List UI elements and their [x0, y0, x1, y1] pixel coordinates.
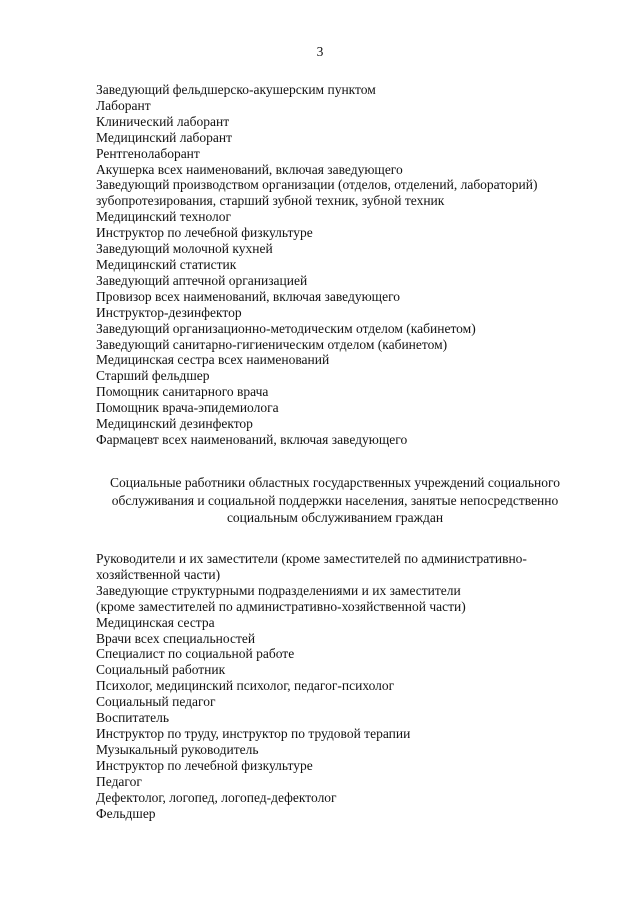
- list-item: Инструктор по лечебной физкультуре: [96, 757, 313, 773]
- list-item: Медицинский технолог: [96, 209, 232, 225]
- list-item: Медицинский дезинфектор: [96, 416, 253, 432]
- section-heading-line: социальным обслуживанием граждан: [226, 510, 444, 525]
- list-item: Медицинская сестра всех наименований: [96, 352, 330, 368]
- list-item: Воспитатель: [96, 710, 170, 726]
- list-item: Фармацевт всех наименований, включая заведующего: [96, 431, 408, 447]
- list-item: зубопротезирования, старший зубной техник, зубной техник: [96, 193, 445, 209]
- list-item: Лаборант: [96, 97, 151, 113]
- list-item: Педагог: [96, 773, 142, 789]
- list-item: Помощник санитарного врача: [96, 384, 269, 400]
- list-item: Заведующий организационно-методическим отделом (кабинетом): [96, 320, 476, 336]
- list-item: Социальный работник: [96, 662, 226, 678]
- list-item: (кроме заместителей по административно-хозяйственной части): [96, 598, 466, 614]
- page-number: 3: [316, 44, 324, 59]
- position-list-medical: [96, 82, 538, 448]
- list-item: Руководители и их заместители (кроме заместителей по административно-: [96, 551, 527, 566]
- list-item: Медицинская сестра: [96, 614, 215, 630]
- list-item: Заведующий фельдшерско-акушерским пунктом: [96, 82, 376, 97]
- list-item: Заведующий молочной кухней: [96, 241, 273, 257]
- list-item: Заведующий производством организации (отделов, отделений, лабораторий): [96, 177, 538, 193]
- list-item: Провизор всех наименований, включая заведующего: [96, 288, 401, 304]
- section-heading-line: обслуживания и социальной поддержки населения, занятые непосредственно: [111, 492, 559, 508]
- list-item: Заведующий санитарно-гигиеническим отделом (кабинетом): [96, 336, 448, 352]
- list-item: Музыкальный руководитель: [96, 741, 259, 757]
- list-item: Психолог, медицинский психолог, педагог-психолог: [96, 678, 395, 694]
- list-item: Клинический лаборант: [96, 113, 230, 129]
- list-item: Заведующие структурными подразделениями и их заместители: [96, 582, 461, 598]
- list-item: Акушерка всех наименований, включая заведующего: [96, 161, 403, 177]
- list-item: Специалист по социальной работе: [96, 646, 295, 662]
- list-item: Социальный педагог: [96, 694, 216, 710]
- list-item: Медицинский лаборант: [96, 129, 232, 145]
- list-item: Врачи всех специальностей: [96, 630, 256, 646]
- position-list-social: [96, 551, 527, 821]
- section-heading-social-workers: [80, 474, 590, 527]
- list-item: Инструктор по лечебной физкультуре: [96, 225, 313, 241]
- list-item: Инструктор-дезинфектор: [96, 304, 242, 320]
- section-heading-line: Социальные работники областных государственных учреждений социального: [110, 475, 560, 490]
- list-item: Старший фельдшер: [96, 368, 210, 384]
- list-item: Инструктор по труду, инструктор по трудовой терапии: [96, 725, 411, 741]
- list-item: Медицинский статистик: [96, 256, 237, 272]
- list-item: Рентгенолаборант: [96, 145, 200, 161]
- list-item: Фельдшер: [96, 805, 156, 821]
- list-item: Помощник врача-эпидемиолога: [96, 400, 279, 416]
- list-item: хозяйственной части): [96, 566, 221, 582]
- list-item: Дефектолог, логопед, логопед-дефектолог: [96, 789, 337, 805]
- list-item: Заведующий аптечной организацией: [96, 272, 308, 288]
